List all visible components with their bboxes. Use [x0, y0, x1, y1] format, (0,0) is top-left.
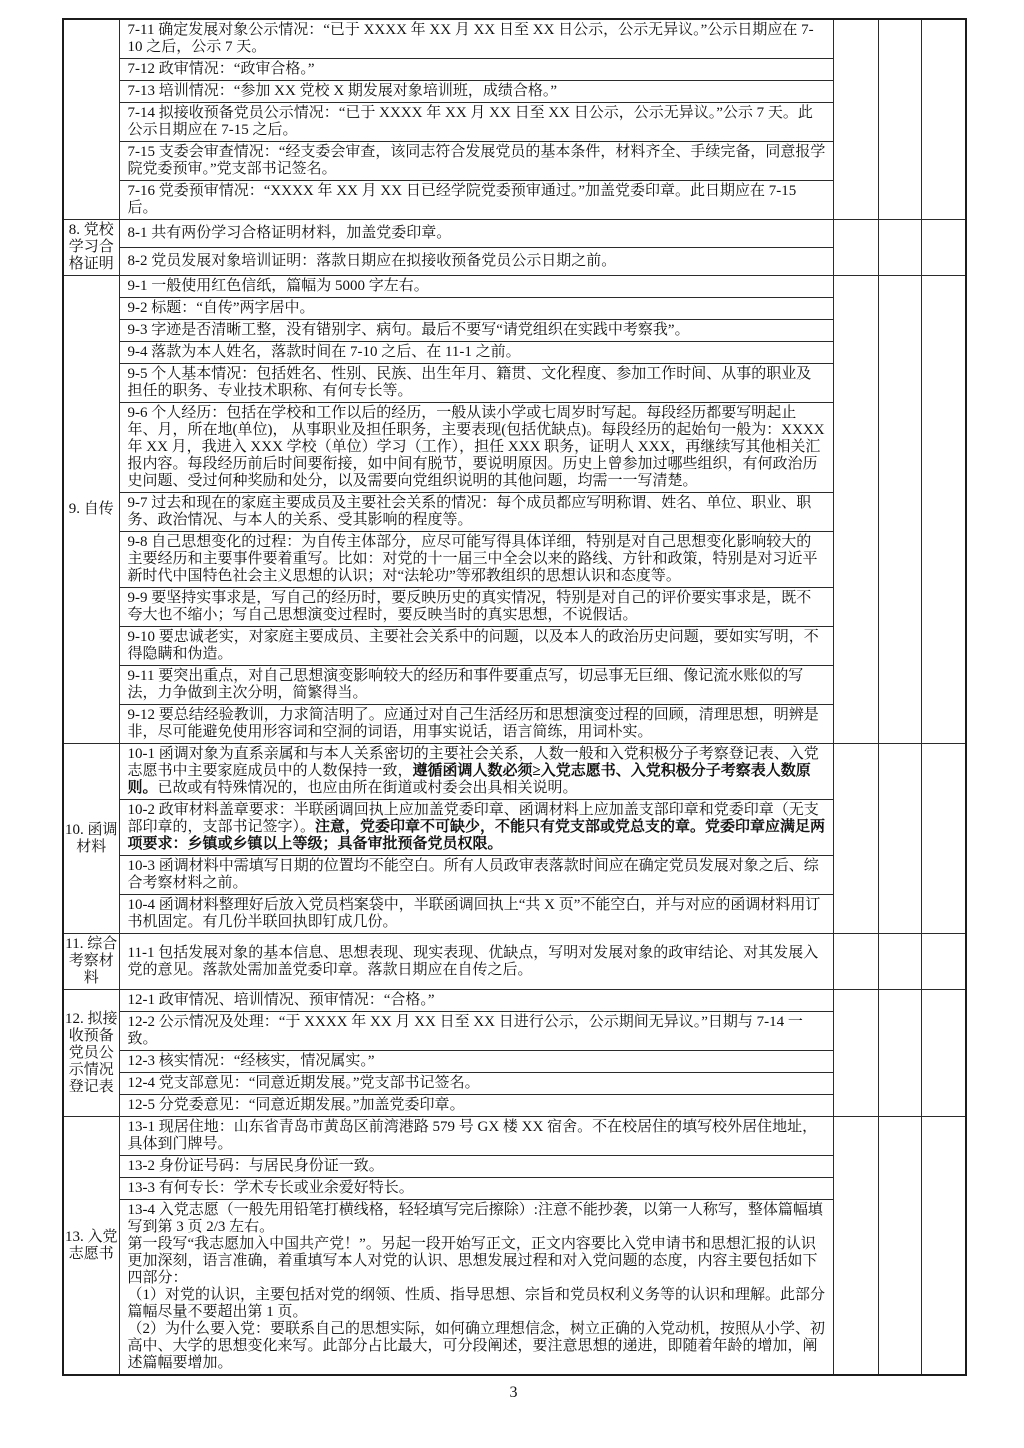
page-number: 3	[509, 1384, 518, 1401]
table-row	[63, 895, 966, 934]
item-text: （2）为什么要入党：要联系自己的思想实际，如何确立理想信念，树立正确的入党动机，按照从小学、初高中、大学的思想变化来写。此部分占比最大，可分段阐述，要注意思想的递进，即随着年龄的增加，阐述篇幅要增加。	[127, 1321, 826, 1371]
item-text: 9-12 要总结经验教训，力求简洁明了。应通过对自己生活经历和思想演变过程的回顾，清理思想，明辨是非，尽可能避免使用形容词和空洞的词语，用事实说话，语言简练，用词朴实。	[127, 707, 819, 740]
checklist-table-body	[63, 19, 966, 1375]
item-text: 7-13 培训情况：“参加 XX 党校 X 期发展对象培训班，成绩合格。”	[127, 83, 558, 99]
checklist-table	[62, 18, 967, 1376]
item-text: 9-7 过去和现在的家庭主要成员及主要社会关系的情况：每个成员都应写明称谓、姓名、单位、职业、职务、政治情况、与本人的关系、受其影响的程度等。	[127, 495, 812, 528]
item-paragraph	[128, 322, 826, 339]
item-text: 9-8 自己思想变化的过程：为自传主体部分，应尽可能写得具体详细，特别是对自己思想变化影响较大的主要经历和主要事件要着重写。比如：对党的十一届三中全会以来的路线、方针和政策，特别是对习近平新时代中国特色社会主义思想的认识；对“法轮功”等邪教组织的思想认识和态度等。	[127, 534, 818, 584]
table-row	[63, 103, 966, 142]
item-paragraph	[128, 1119, 826, 1153]
item-text: 第一段写“我志愿加入中国共产党！”。另起一段开始写正文，正文内容要比入党申请书和思想汇报的认识更加深刻，语言准确，着重填写本人对党的认识、思想发展过程和对入党问题的态度，内容主要包括如下四部分：	[127, 1236, 818, 1286]
blank-cell	[921, 990, 966, 1117]
table-row	[63, 59, 966, 81]
item-text: 13-3 有何专长：学术专长或业余爱好特长。	[127, 1180, 414, 1196]
item-text: 9-6 个人经历：包括在学校和工作以后的经历，一般从读小学或七周岁时写起。每段经历都要写明起止年、月，所在地(单位)， 从事职业及担任职务，主要表现(包括优缺点)。每段经历的起始句一般为：XXXX 年 XX 月，我进入 XXX 学校（单位）学习（工作），担任 XXX 职务，证明人 XXX，再继续写其他相关汇报内容。每段经历前后时间要衔接，如中间有脱节，要说明原因。历史上曾参加过哪些组织，有何政治历史问题、受过何种奖励和处分，以及需要向党组织说明的其他问题，均需一一写清楚。	[127, 405, 825, 489]
item-cell	[119, 990, 833, 1012]
item-cell	[119, 320, 833, 342]
table-row	[63, 298, 966, 320]
item-text: 12-4 党支部意见：“同意近期发展。”党支部书记签名。	[127, 1075, 480, 1091]
item-text: 10-1 函调对象为直系亲属和与本人关系密切的主要社会关系，人数一般和入党积极分子考察登记表、入党志愿书中主要家庭成员中的人数保持一致，	[127, 746, 819, 779]
item-cell	[119, 298, 833, 320]
table-row	[63, 19, 966, 59]
blank-cell	[878, 19, 921, 220]
item-paragraph	[128, 1014, 826, 1048]
item-paragraph	[128, 225, 826, 242]
blank-cell	[878, 934, 921, 990]
table-row	[63, 588, 966, 627]
item-paragraph	[128, 897, 826, 931]
table-row	[63, 666, 966, 705]
item-cell	[119, 1200, 833, 1376]
item-cell	[119, 1073, 833, 1095]
category-cell	[63, 19, 119, 220]
item-paragraph	[128, 746, 826, 797]
item-cell	[119, 276, 833, 298]
table-row	[63, 342, 966, 364]
table-row	[63, 1117, 966, 1156]
table-row	[63, 220, 966, 248]
item-paragraph	[128, 1097, 826, 1114]
blank-cell	[921, 220, 966, 276]
table-row	[63, 248, 966, 276]
category-cell: 8. 党校学习合格证明	[63, 220, 119, 276]
item-cell	[119, 588, 833, 627]
table-row	[63, 1178, 966, 1200]
item-paragraph	[128, 144, 826, 178]
item-cell	[119, 1012, 833, 1051]
table-row	[63, 934, 966, 990]
item-cell	[119, 493, 833, 532]
item-cell	[119, 934, 833, 990]
item-cell	[119, 342, 833, 364]
item-text: 11-1 包括发展对象的基本信息、思想表现、现实表现、优缺点，写明对发展对象的政审结论、对其发展入党的意见。落款处需加盖党委印章。落款日期应在自传之后。	[127, 944, 819, 978]
item-paragraph	[128, 495, 826, 529]
table-row	[63, 81, 966, 103]
item-text: 12-2 公示情况及处理：“于 XXXX 年 XX 月 XX 日至 XX 日进行公示，公示期间无异议。”日期与 7-14 一致。	[127, 1014, 803, 1047]
item-text: （1）对党的认识，主要包括对党的纲领、性质、指导思想、宗旨和党员权利义务等的认识和理解。此部分篇幅尽量不要超出第 1 页。	[127, 1287, 826, 1320]
blank-cell	[921, 744, 966, 934]
item-paragraph	[128, 1321, 826, 1372]
item-cell	[119, 800, 833, 856]
item-text: 8-2 党员发展对象培训证明：落款日期应在拟接收预备党员公示日期之前。	[127, 253, 617, 269]
blank-cell	[878, 990, 921, 1117]
item-text: 9-1 一般使用红色信纸，篇幅为 5000 字左右。	[127, 278, 429, 294]
item-paragraph	[128, 278, 826, 295]
item-cell	[119, 181, 833, 220]
item-text: 13-1 现居住地：山东省青岛市黄岛区前湾港路 579 号 GX 楼 XX 宿舍。不在校居住的填写校外居住地址，具体到门牌号。	[127, 1119, 818, 1152]
item-text: 已故或有特殊情况的，也应由所在街道或村委会出具相关说明。	[157, 780, 578, 796]
document-page	[0, 18, 1024, 1448]
item-text: 9-5 个人基本情况：包括姓名、性别、民族、出生年月、籍贯、文化程度、参加工作时间、从事的职业及担任的职务、专业技术职称、有何专长等。	[127, 366, 812, 399]
table-row	[63, 181, 966, 220]
item-paragraph	[128, 707, 826, 741]
blank-cell	[921, 934, 966, 990]
item-text: 10-2 政审材料盖章要求：半联函调回执上应加盖党委印章、函调材料上应加盖支部印章和党委印章（无支部印章的，支部书记签字）。	[127, 802, 819, 835]
item-paragraph	[128, 992, 826, 1009]
item-cell	[119, 1178, 833, 1200]
item-text: 9-10 要忠诚老实，对家庭主要成员、主要社会关系中的问题，以及本人的政治历史问题，要如实写明，不得隐瞒和伪造。	[127, 629, 819, 662]
item-cell	[119, 103, 833, 142]
item-cell	[119, 403, 833, 493]
item-cell	[119, 364, 833, 403]
item-cell	[119, 1051, 833, 1073]
category-cell: 12. 拟接收预备党员公示情况登记表	[63, 990, 119, 1117]
item-text: 10-3 函调材料中需填写日期的位置均不能空白。所有人员政审表落款时间应在确定党员发展对象之后、综合考察材料之前。	[127, 858, 819, 891]
item-paragraph	[128, 366, 826, 400]
table-row	[63, 532, 966, 588]
table-row	[63, 1051, 966, 1073]
table-row	[63, 320, 966, 342]
table-row	[63, 990, 966, 1012]
item-cell	[119, 627, 833, 666]
blank-cell	[833, 1117, 878, 1376]
table-row	[63, 800, 966, 856]
item-paragraph	[128, 1202, 826, 1236]
item-paragraph	[128, 1075, 826, 1092]
item-paragraph	[128, 534, 826, 585]
item-paragraph	[128, 1236, 826, 1287]
item-text: 7-12 政审情况：“政审合格。”	[127, 61, 315, 77]
item-paragraph	[128, 629, 826, 663]
item-paragraph	[128, 105, 826, 139]
item-paragraph	[128, 1287, 826, 1321]
blank-cell	[878, 744, 921, 934]
item-paragraph	[128, 83, 826, 100]
category-cell: 10. 函调材料	[63, 744, 119, 934]
item-paragraph	[128, 344, 826, 361]
item-paragraph	[128, 300, 826, 317]
item-cell	[119, 59, 833, 81]
item-paragraph	[128, 858, 826, 892]
table-row	[63, 364, 966, 403]
item-cell	[119, 1156, 833, 1178]
item-text-bold: 注意，党委印章不可缺少，不能只有党支部或党总支的章。党委印章应满足两项要求：乡镇或乡镇以上等级；具备审批预备党员权限。	[127, 819, 826, 852]
item-paragraph	[128, 1180, 826, 1197]
blank-cell	[833, 19, 878, 220]
item-text: 10-4 函调材料整理好后放入党员档案袋中，半联函调回执上“共 X 页”不能空白，并与对应的函调材料用订书机固定。有几份半联回执即钉成几份。	[127, 897, 821, 930]
blank-cell	[878, 276, 921, 744]
table-row	[63, 1095, 966, 1117]
item-cell	[119, 19, 833, 59]
blank-cell	[921, 1117, 966, 1376]
item-cell	[119, 895, 833, 934]
blank-cell	[878, 1117, 921, 1376]
item-cell	[119, 666, 833, 705]
table-row	[63, 627, 966, 666]
table-row	[63, 1073, 966, 1095]
blank-cell	[833, 744, 878, 934]
item-text: 9-2 标题：“自传”两字居中。	[127, 300, 315, 316]
blank-cell	[921, 276, 966, 744]
item-paragraph	[128, 1158, 826, 1175]
item-text: 12-5 分党委意见：“同意近期发展。”加盖党委印章。	[127, 1097, 465, 1113]
item-cell	[119, 532, 833, 588]
item-cell	[119, 856, 833, 895]
item-paragraph	[128, 253, 826, 270]
item-paragraph	[128, 590, 826, 624]
blank-cell	[833, 220, 878, 276]
item-cell	[119, 705, 833, 744]
item-text: 7-11 确定发展对象公示情况：“已于 XXXX 年 XX 月 XX 日至 XX 日公示，公示无异议。”公示日期应在 7-10 之后，公示 7 天。	[127, 22, 814, 55]
category-cell: 9. 自传	[63, 276, 119, 744]
table-row	[63, 276, 966, 298]
table-row	[63, 142, 966, 181]
category-cell: 11. 综合考察材料	[63, 934, 119, 990]
item-paragraph	[128, 405, 826, 490]
item-text: 9-11 要突出重点，对自己思想演变影响较大的经历和事件要重点写，切忌事无巨细、像记流水账似的写法，力争做到主次分明，简繁得当。	[127, 668, 804, 701]
item-text: 13-4 入党志愿（一般先用铅笔打横线格，轻轻填写完后擦除）:注意不能抄袭，以第一人称写，整体篇幅填写到第 3 页 2/3 左右。	[127, 1202, 823, 1235]
item-text: 13-2 身份证号码：与居民身份证一致。	[127, 1158, 384, 1174]
item-cell	[119, 1095, 833, 1117]
item-cell	[119, 81, 833, 103]
blank-cell	[833, 934, 878, 990]
blank-cell	[878, 220, 921, 276]
blank-cell	[833, 276, 878, 744]
table-row	[63, 493, 966, 532]
item-text: 9-9 要坚持实事求是，写自己的经历时，要反映历史的真实情况，特别是对自己的评价要实事求是，既不夸大也不缩小；写自己思想演变过程时，要反映当时的真实思想，不说假话。	[127, 590, 812, 623]
item-text: 9-3 字迹是否清晰工整，没有错别字、病句。最后不要写“请党组织在实践中考察我”。	[127, 322, 690, 338]
item-paragraph	[128, 668, 826, 702]
item-cell	[119, 1117, 833, 1156]
blank-cell	[921, 19, 966, 220]
item-paragraph	[128, 61, 826, 78]
item-text: 7-15 支委会审查情况：“经支委会审查，该同志符合发展党员的基本条件，材料齐全、手续完备，同意报学院党委预审。”党支部书记签名。	[127, 144, 826, 177]
item-paragraph	[128, 22, 826, 56]
item-paragraph	[128, 1053, 826, 1070]
item-text: 12-1 政审情况、培训情况、预审情况：“合格。”	[127, 992, 435, 1008]
item-cell	[119, 220, 833, 248]
category-cell: 13. 入党志愿书	[63, 1117, 119, 1376]
item-cell	[119, 744, 833, 800]
item-text: 8-1 共有两份学习合格证明材料，加盖党委印章。	[127, 225, 452, 241]
item-text-bold: 遵循函调人数必须≥入党志愿书、入党积极分子考察表人数原则。	[127, 763, 811, 796]
item-cell	[119, 142, 833, 181]
item-paragraph	[128, 183, 826, 217]
table-row	[63, 403, 966, 493]
item-text: 7-16 党委预审情况：“XXXX 年 XX 月 XX 日已经学院党委预审通过。”加盖党委印章。此日期应在 7-15 后。	[127, 183, 797, 216]
table-row	[63, 705, 966, 744]
blank-cell	[833, 990, 878, 1117]
item-text: 12-3 核实情况：“经核实，情况属实。”	[127, 1053, 375, 1069]
table-row	[63, 856, 966, 895]
item-paragraph	[128, 802, 826, 853]
item-text: 7-14 拟接收预备党员公示情况：“已于 XXXX 年 XX 月 XX 日至 XX 日公示，公示无异议。”公示 7 天。此公示日期应在 7-15 之后。	[127, 105, 813, 138]
item-cell	[119, 248, 833, 276]
table-row	[63, 1200, 966, 1376]
table-row	[63, 1156, 966, 1178]
table-row	[63, 744, 966, 800]
item-paragraph	[128, 945, 826, 979]
table-row	[63, 1012, 966, 1051]
item-text: 9-4 落款为本人姓名，落款时间在 7-10 之后、在 11-1 之前。	[127, 344, 521, 360]
